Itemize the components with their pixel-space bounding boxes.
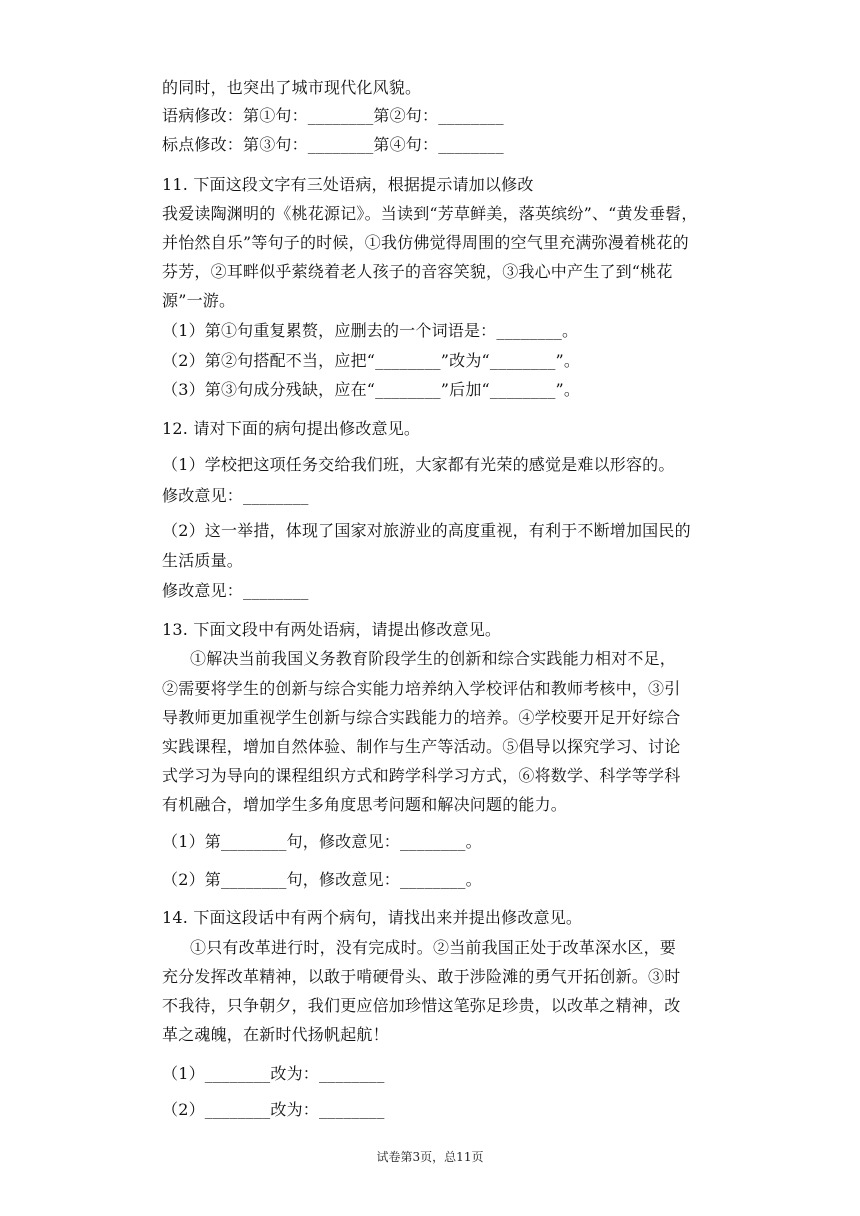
sub-question: （1）第________句，修改意见：________。	[162, 832, 482, 851]
text-line: 并怡然自乐”等句子的时候，①我仿佛觉得周围的空气里充满弥漫着桃花的	[162, 233, 689, 252]
text-line: 充分发挥改革精神，以敢于啃硬骨头、敢于涉险滩的勇气开拓创新。③时	[162, 967, 681, 986]
text-line: ②需要将学生的创新与综合实能力培养纳入学校评估和教师考核中，③引	[162, 679, 681, 698]
text-line: 我爱读陶渊明的《桃花源记》。当读到“芳草鲜美，落英缤纷”、“黄发垂髫，	[162, 204, 698, 223]
sub-question: （2）第________句，修改意见：________。	[162, 870, 482, 889]
text-line: ①解决当前我国义务教育阶段学生的创新和综合实践能力相对不足，	[190, 649, 677, 668]
sub-question: （1）学校把这项任务交给我们班，大家都有光荣的感觉是难以形容的。	[162, 455, 675, 474]
text-line: 源”一游。	[162, 291, 236, 310]
text-line: 生活质量。	[162, 551, 244, 570]
question-12-title: 12. 请对下面的病句提出修改意见。	[162, 419, 421, 438]
page-footer: 试卷第3页，总11页	[376, 1150, 484, 1164]
text-line: 导教师更加重视学生创新与综合实践能力的培养。④学校要开足开好综合	[162, 708, 681, 727]
text-line: 式学习为导向的课程组织方式和跨学科学习方式，⑥将数学、科学等学科	[162, 766, 681, 785]
text-line: 的同时，也突出了城市现代化风貌。	[162, 78, 422, 97]
text-line: 革之魂魄，在新时代扬帆起航！	[162, 1025, 389, 1044]
text-line: 实践课程，增加自然体验、制作与生产等活动。⑤倡导以探究学习、讨论	[162, 737, 681, 756]
text-line: 语病修改：第①句：________第②句：________	[162, 106, 504, 125]
sub-question: （2）这一举措，体现了国家对旅游业的高度重视，有利于不断增加国民的	[162, 521, 691, 540]
text-line: 不我待，只争朝夕，我们更应倍加珍惜这笔弥足珍贵，以改革之精神，改	[162, 996, 681, 1015]
sub-question: （2）________改为：________	[162, 1100, 385, 1119]
text-line: 有机融合，增加学生多角度思考问题和解决问题的能力。	[162, 795, 568, 814]
sub-question: （2）第②句搭配不当，应把“________”改为“________”。	[162, 351, 581, 370]
text-line: ①只有改革进行时，没有完成时。②当前我国正处于改革深水区，要	[190, 938, 677, 957]
answer-line: 修改意见：________	[162, 486, 309, 505]
text-line: 芬芳，②耳畔似乎萦绕着老人孩子的音容笑貌，③我心中产生了到“桃花	[162, 262, 673, 281]
sub-question: （1）________改为：________	[162, 1064, 385, 1083]
sub-question: （1）第①句重复累赘，应删去的一个词语是：________。	[162, 321, 579, 340]
sub-question: （3）第③句成分残缺，应在“________”后加“________”。	[162, 380, 581, 399]
answer-line: 修改意见：________	[162, 581, 309, 600]
question-11-title: 11. 下面这段文字有三处语病，根据提示请加以修改	[162, 175, 534, 194]
question-13-title: 13. 下面文段中有两处语病，请提出修改意见。	[162, 620, 502, 639]
question-14-title: 14. 下面这段话中有两个病句，请找出来并提出修改意见。	[162, 908, 583, 927]
text-line: 标点修改：第③句：________第④句：________	[162, 135, 504, 154]
